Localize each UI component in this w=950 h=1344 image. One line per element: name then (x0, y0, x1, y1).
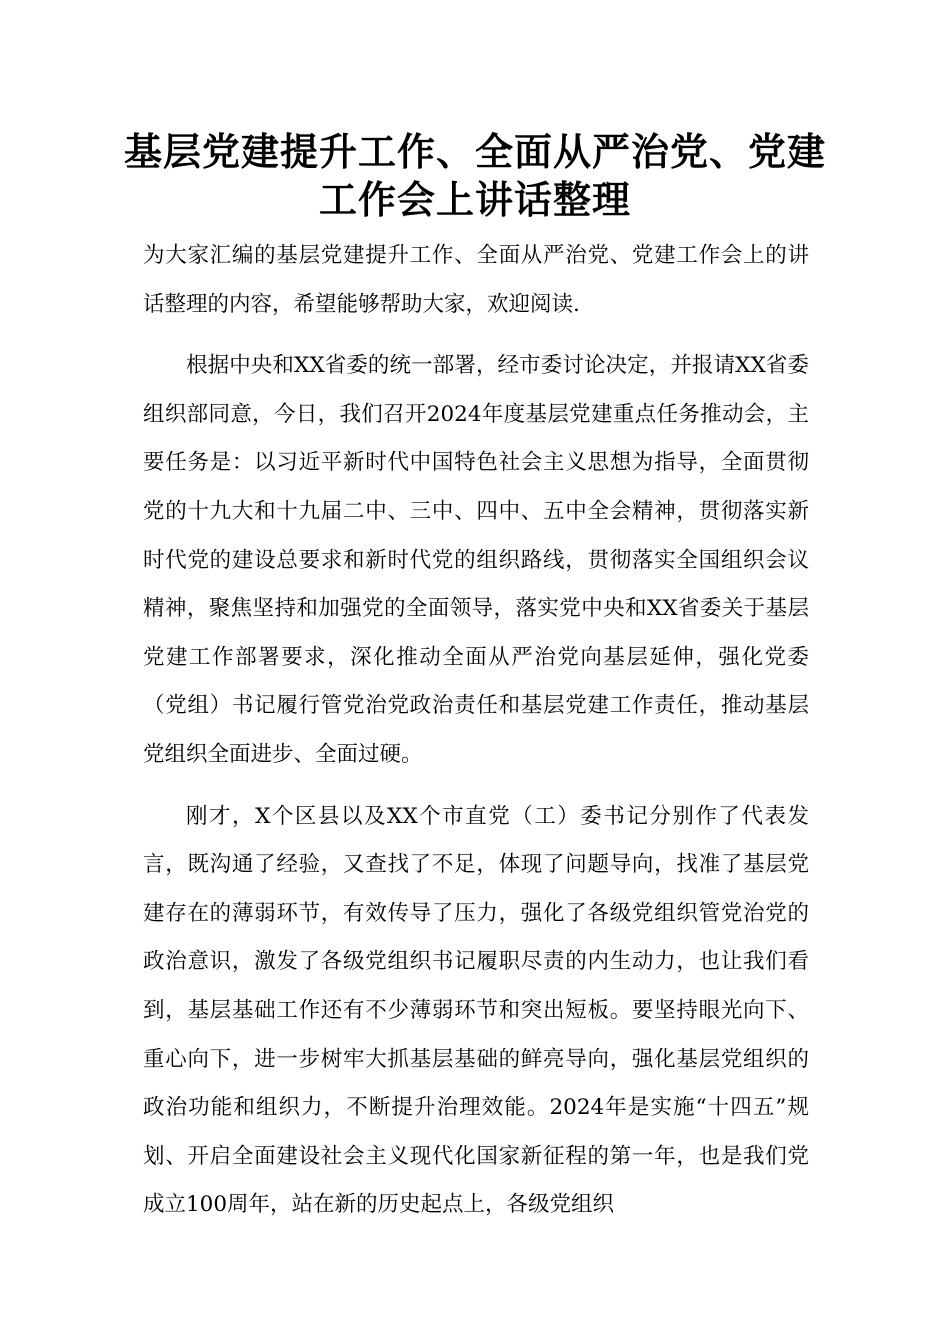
paragraph-gap (143, 780, 809, 793)
intro-paragraph: 为大家汇编的基层党建提升工作、全面从严治党、党建工作会上的讲话整理的内容，希望能够帮助大家，欢迎阅读. (143, 243, 809, 317)
document-title: 基层党建提升工作、全面从严治党、党建工作会上讲话整理 (123, 130, 826, 222)
body-paragraph: 根据中央和XX省委的统一部署，经市委讨论决定，并报请XX省委组织部同意，今日，我们召开2024年度基层党建重点任务推动会，主要任务是：以习近平新时代中国特色社会主义思想为指导，全面贯彻党的十九大和十九届二中、三中、四中、五中全会精神，贯彻落实新时代党的建设总要求和新时代党的组织路线，贯彻落实全国组织会议精神，聚焦坚持和加强党的全面领导，落实党中央和XX省委关于基层党建工作部署要求，深化推动全面从严治党向基层延伸，强化党委（党组）书记履行管党治党政治责任和基层党建工作责任，推动基层党组织全面进步、全面过硬。 (143, 353, 809, 767)
body-paragraph: 刚才，X个区县以及XX个市直党（工）委书记分别作了代表发言，既沟通了经验，又查找了不足，体现了问题导向，找准了基层党建存在的薄弱环节，有效传导了压力，强化了各级党组织管党治党的政治意识，激发了各级党组织书记履职尽责的内生动力，也让我们看到，基层基础工作还有不少薄弱环节和突出短板。要坚持眼光向下、重心向下，进一步树牢大抓基层基础的鲜亮导向，强化基层党组织的政治功能和组织力，不断提升治理效能。2024年是实施“十四五”规划、开启全面建设社会主义现代化国家新征程的第一年，也是我们党成立100周年，站在新的历史起点上，各级党组织 (143, 803, 809, 1218)
document-body (143, 232, 809, 1230)
paragraph-gap (143, 329, 809, 342)
